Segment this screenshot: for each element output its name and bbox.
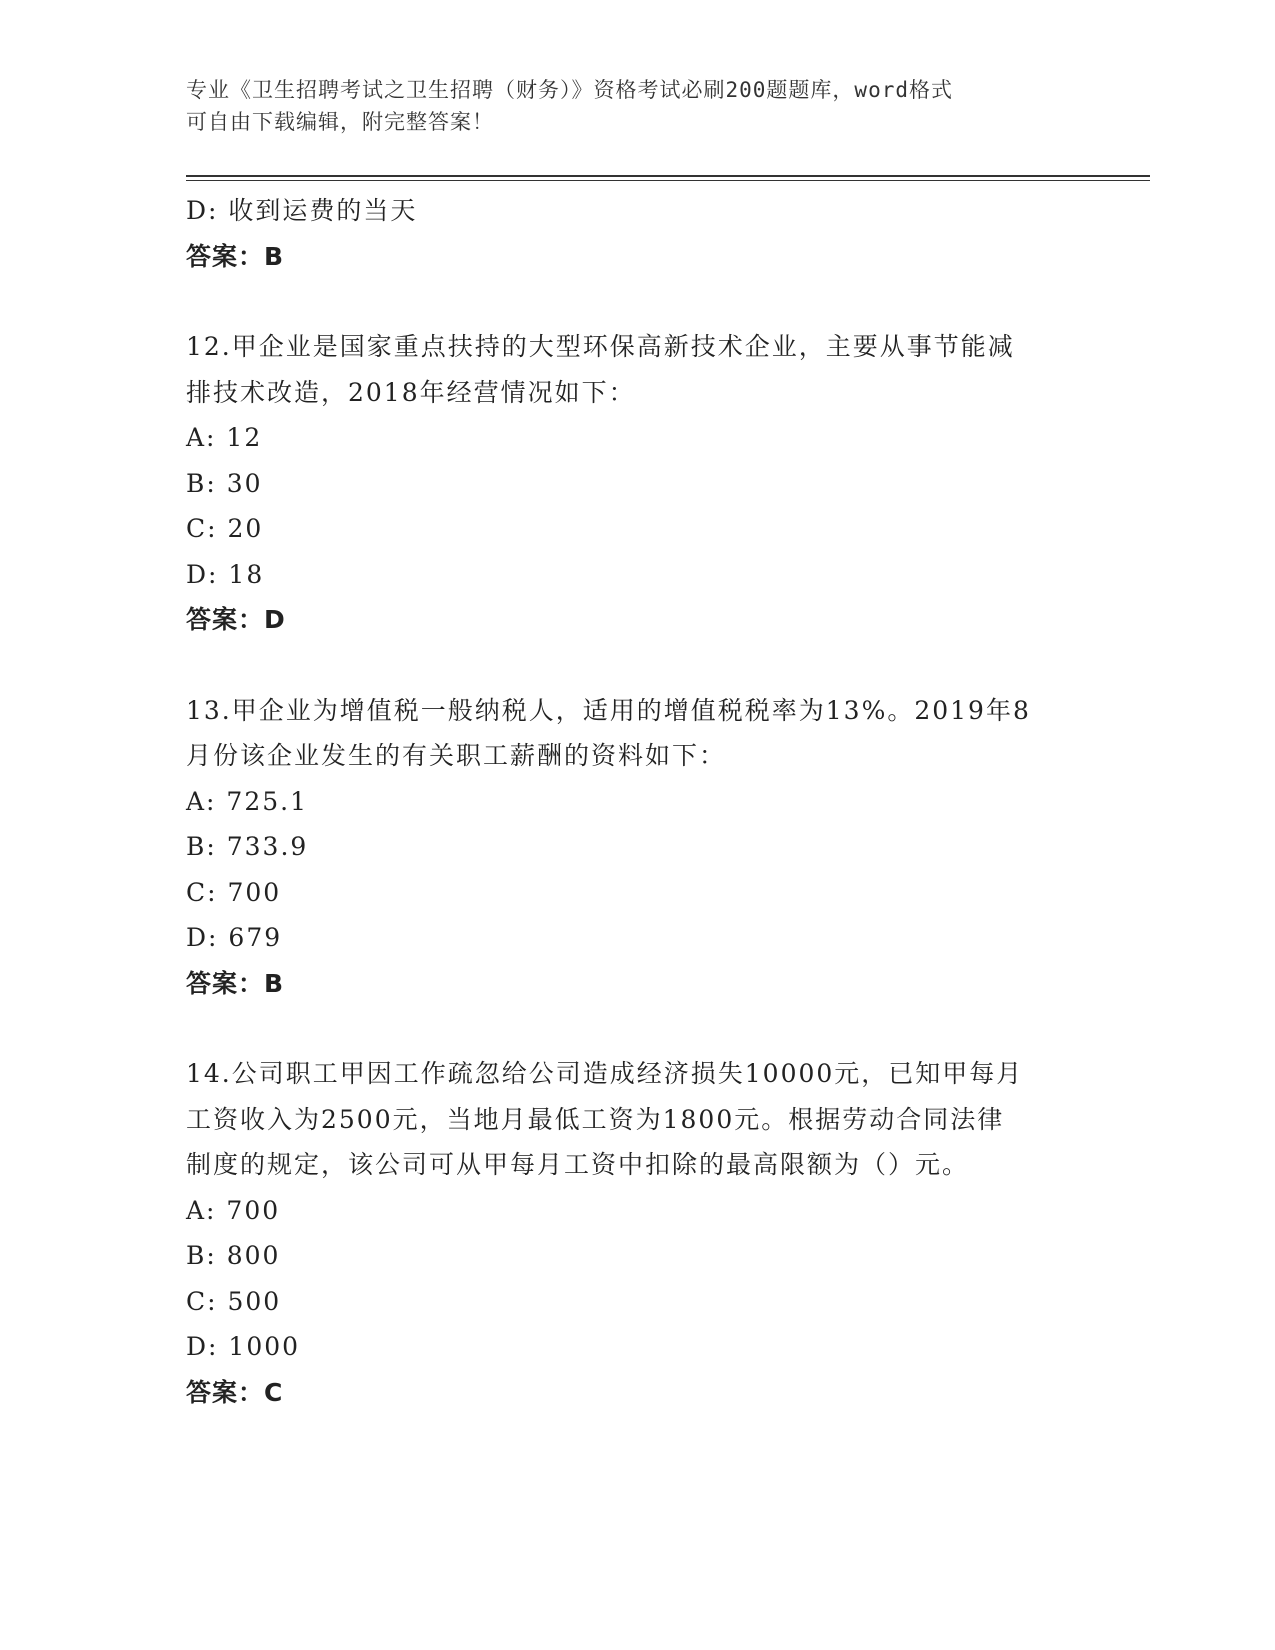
question-12 <box>186 324 1116 643</box>
question-content <box>186 188 1116 1415</box>
answer-line: 答案：B <box>186 968 285 998</box>
header-divider-thick <box>186 175 1150 177</box>
option-c: C: 500 <box>186 1286 282 1316</box>
question-stem-line: 月份该企业发生的有关职工薪酬的资料如下： <box>186 741 727 770</box>
question-stem-line: 14.公司职工甲因工作疏忽给公司造成经济损失10000元，已知甲每月 <box>186 1059 1024 1088</box>
question-14 <box>186 1051 1116 1415</box>
answer-line: 答案：C <box>186 1377 284 1407</box>
page-header <box>186 74 1066 138</box>
answer-line: 答案：B <box>186 241 285 271</box>
question-stem-line: 工资收入为2500元，当地月最低工资为1800元。根据劳动合同法律 <box>186 1104 1005 1134</box>
option-b: B: 733.9 <box>186 832 309 861</box>
header-line-2: 可自由下载编辑，附完整答案！ <box>186 110 494 134</box>
carryover-block <box>186 188 1116 279</box>
header-divider-thin <box>186 180 1150 181</box>
option-d: D: 1000 <box>186 1332 301 1361</box>
question-stem-line: 13.甲企业为增值税一般纳税人，适用的增值税税率为13%。2019年8 <box>186 695 1031 725</box>
question-stem-line: 排技术改造，2018年经营情况如下： <box>186 377 636 407</box>
question-13 <box>186 688 1116 1007</box>
option-c: C: 20 <box>186 514 264 543</box>
answer-line: 答案：D <box>186 605 286 634</box>
option-b: B: 30 <box>186 468 263 498</box>
option-b: B: 800 <box>186 1241 281 1270</box>
option-a: A: 700 <box>186 1195 281 1225</box>
question-stem-line: 12.甲企业是国家重点扶持的大型环保高新技术企业，主要从事节能减 <box>186 332 1015 361</box>
question-stem-line: 制度的规定，该公司可从甲每月工资中扣除的最高限额为（）元。 <box>186 1150 970 1179</box>
option-a: A: 725.1 <box>186 786 308 816</box>
option-d: D: 收到运费的当天 <box>186 196 418 225</box>
option-a: A: 12 <box>186 423 263 452</box>
option-c: C: 700 <box>186 877 282 907</box>
option-d: D: 18 <box>186 559 265 589</box>
header-line-1: 专业《卫生招聘考试之卫生招聘（财务）》资格考试必刷200题题库，word格式 <box>186 78 953 102</box>
option-d: D: 679 <box>186 923 283 952</box>
